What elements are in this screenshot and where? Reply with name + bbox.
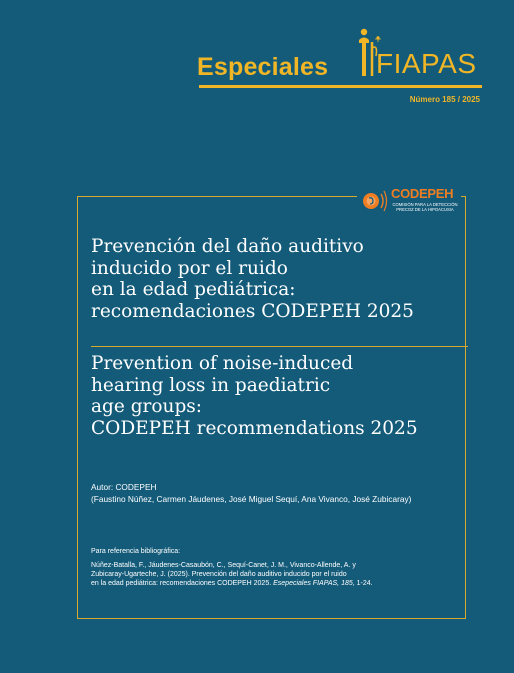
title-line: en la edad pediátrica: xyxy=(91,279,296,300)
fiapas-logo xyxy=(352,26,482,82)
citation-line: Zubicaray-Ugarteche, J. (2025). Prevención del daño auditivo inducido por el ruido xyxy=(91,571,347,578)
citation-journal: Esepeciales FIAPAS, 185 xyxy=(273,580,353,587)
citation-block xyxy=(91,547,461,588)
codepeh-subtitle xyxy=(391,202,459,212)
title-line: inducido por el ruido xyxy=(91,257,288,279)
title-line: recomendaciones CODEPEH 2025 xyxy=(91,300,414,322)
author-block xyxy=(91,481,461,505)
fiapas-wordmark: FIAPAS xyxy=(376,48,477,79)
title-english xyxy=(91,353,471,439)
codepeh-name: CODEPEH xyxy=(391,186,454,201)
codepeh-logo xyxy=(357,183,461,219)
title-line: CODEPEH recommendations 2025 xyxy=(91,417,418,439)
citation-line: Núñez-Batalla, F., Jáudenes-Casaubón, C., Sequí-Canet, J. M., Vivanco-Allende, A. y xyxy=(91,562,356,569)
citation-label: Para referencia bibliográfica: xyxy=(91,548,181,555)
author-label: Autor: CODEPEH xyxy=(91,482,157,492)
title-line: hearing loss in paediatric xyxy=(91,374,331,396)
issue-number: Número 185 / 2025 xyxy=(409,95,480,104)
section-title: Especiales xyxy=(197,53,329,81)
citation-pages: , 1-24. xyxy=(352,580,373,587)
title-line: Prevención del daño auditivo xyxy=(91,236,364,257)
header-divider xyxy=(199,85,482,88)
title-spanish xyxy=(91,236,471,322)
codepeh-ear-icon xyxy=(357,183,389,219)
citation-line xyxy=(91,579,461,588)
author-names: (Faustino Núñez, Carmen Jáudenes, José Miguel Sequí, Ana Vivanco, José Zubicaray) xyxy=(91,494,412,504)
citation-text: en la edad pediátrica: recomendaciones CODEPEH 2025. xyxy=(91,580,274,587)
title-line: age groups: xyxy=(91,396,203,417)
title-line: Prevention of noise-induced xyxy=(91,353,354,374)
codepeh-subtitle-line: COMISIÓN PARA LA DETECCIÓN xyxy=(392,202,458,207)
title-divider xyxy=(91,346,468,347)
codepeh-subtitle-line: PRECOZ DE LA HIPOACUSIA xyxy=(396,207,454,212)
